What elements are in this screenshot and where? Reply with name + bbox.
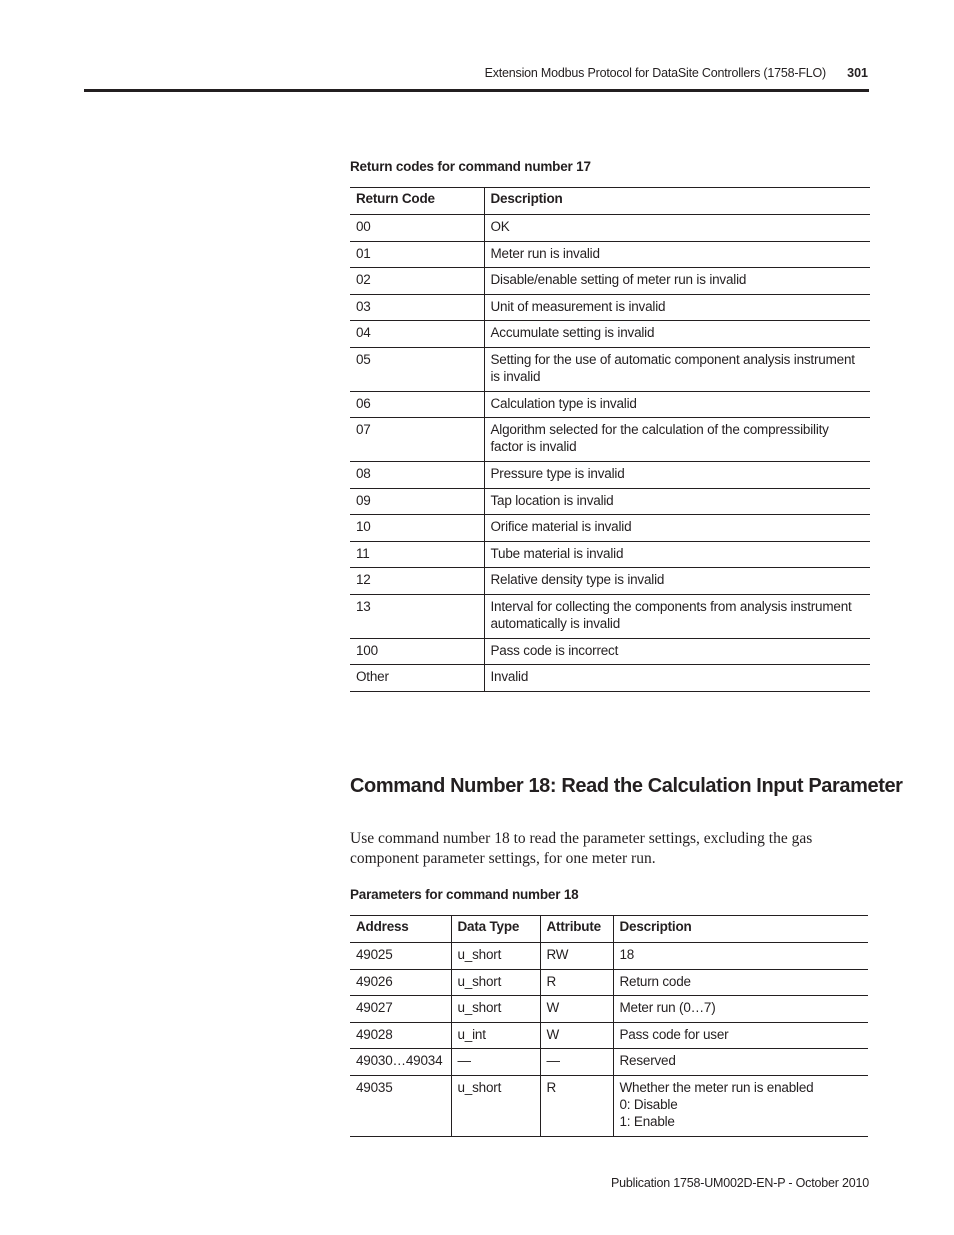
data-type-cell: u_int: [451, 1022, 540, 1049]
description-cell: Relative density type is invalid: [484, 568, 870, 595]
table-row: [350, 268, 870, 295]
description-cell: Disable/enable setting of meter run is invalid: [484, 268, 870, 295]
data-type-cell: u_short: [451, 1075, 540, 1136]
attribute-cell: R: [540, 969, 613, 996]
table-row: [350, 215, 870, 242]
description-cell: Orifice material is invalid: [484, 515, 870, 542]
publication-footer: Publication 1758-UM002D-EN-P - October 2010: [611, 1176, 869, 1190]
return-code-cell: Other: [356, 669, 389, 684]
table-row: [350, 347, 870, 391]
table-row: [350, 515, 870, 542]
column-header-description: Description: [613, 916, 868, 943]
description-cell: Algorithm selected for the calculation of the compressibility factor is invalid: [484, 418, 870, 462]
description-cell: 18: [613, 943, 868, 970]
table-row: [350, 665, 870, 692]
address-cell: 49035: [356, 1079, 393, 1095]
attribute-cell: RW: [540, 943, 613, 970]
table-header-row: [350, 916, 868, 943]
return-codes-table: [350, 187, 870, 692]
body-paragraph: Use command number 18 to read the parameter settings, excluding the gas component parameter settings, for one meter run.: [350, 830, 813, 867]
description-cell: Reserved: [613, 1049, 868, 1076]
table17-caption: Return codes for command number 17: [350, 159, 591, 174]
description-cell: Unit of measurement is invalid: [484, 294, 870, 321]
column-header-data-type: Data Type: [451, 916, 540, 943]
return-code-cell: 00: [356, 219, 371, 234]
address-cell: 49030…49034: [356, 1053, 443, 1068]
table18-caption: Parameters for command number 18: [350, 887, 579, 902]
table-row: [350, 294, 870, 321]
table-row: [350, 1075, 868, 1136]
description-cell: Meter run (0…7): [613, 996, 868, 1023]
return-code-cell: 10: [356, 519, 371, 534]
description-cell: Accumulate setting is invalid: [484, 321, 870, 348]
return-code-cell: 09: [356, 492, 371, 508]
data-type-cell: —: [451, 1049, 540, 1076]
return-code-cell: 100: [356, 642, 378, 658]
return-code-cell: 08: [356, 466, 371, 481]
section-heading: Command Number 18: Read the Calculation Input Parameter: [350, 775, 903, 797]
description-cell: Setting for the use of automatic component analysis instrument is invalid: [484, 347, 870, 391]
table-row: [350, 462, 870, 489]
address-cell: 49027: [356, 1000, 393, 1015]
return-code-cell: 05: [356, 351, 371, 367]
return-code-cell: 03: [356, 298, 371, 314]
table-row: [350, 488, 870, 515]
table-header-row: [350, 188, 870, 215]
attribute-cell: W: [540, 996, 613, 1023]
return-code-cell: 11: [356, 545, 370, 561]
attribute-cell: W: [540, 1022, 613, 1049]
table-row: [350, 321, 870, 348]
column-header-description: Description: [484, 188, 870, 215]
return-code-cell: 12: [356, 572, 371, 587]
data-type-cell: u_short: [451, 996, 540, 1023]
table-row: [350, 594, 870, 638]
address-cell: 49026: [356, 973, 393, 989]
column-header-address: Address: [356, 919, 409, 934]
table-row: [350, 1049, 868, 1076]
table-row: [350, 1022, 868, 1049]
return-code-cell: 07: [356, 422, 371, 437]
table-row: [350, 391, 870, 418]
description-cell: Calculation type is invalid: [484, 391, 870, 418]
attribute-cell: R: [540, 1075, 613, 1136]
return-code-cell: 13: [356, 598, 371, 614]
description-cell: Invalid: [484, 665, 870, 692]
attribute-cell: —: [540, 1049, 613, 1076]
table-row: [350, 418, 870, 462]
parameters-table: [350, 915, 868, 1137]
column-header-attribute: Attribute: [540, 916, 613, 943]
table-row: [350, 638, 870, 665]
description-cell: Tap location is invalid: [484, 488, 870, 515]
header-rule: [84, 89, 869, 92]
address-cell: 49028: [356, 1026, 393, 1042]
table-row: [350, 568, 870, 595]
column-header-return-code: Return Code: [356, 191, 435, 206]
table-row: [350, 969, 868, 996]
table-row: [350, 943, 868, 970]
description-cell: Tube material is invalid: [484, 541, 870, 568]
table-row: [350, 241, 870, 268]
description-cell: Whether the meter run is enabled 0: Disable 1: Enable: [613, 1075, 868, 1136]
page-number: 301: [847, 66, 868, 80]
return-code-cell: 01: [356, 245, 371, 261]
description-cell: Return code: [613, 969, 868, 996]
description-cell: Pass code for user: [613, 1022, 868, 1049]
return-code-cell: 04: [356, 325, 371, 340]
data-type-cell: u_short: [451, 943, 540, 970]
return-code-cell: 02: [356, 272, 371, 287]
description-cell: Meter run is invalid: [484, 241, 870, 268]
description-cell: Interval for collecting the components from analysis instrument automatically is invalid: [484, 594, 870, 638]
running-header-title: Extension Modbus Protocol for DataSite Controllers (1758-FLO): [484, 66, 826, 80]
description-cell: Pass code is incorrect: [484, 638, 870, 665]
table-row: [350, 541, 870, 568]
address-cell: 49025: [356, 947, 393, 962]
return-code-cell: 06: [356, 395, 371, 411]
description-cell: OK: [484, 215, 870, 242]
data-type-cell: u_short: [451, 969, 540, 996]
description-cell: Pressure type is invalid: [484, 462, 870, 489]
table-row: [350, 996, 868, 1023]
